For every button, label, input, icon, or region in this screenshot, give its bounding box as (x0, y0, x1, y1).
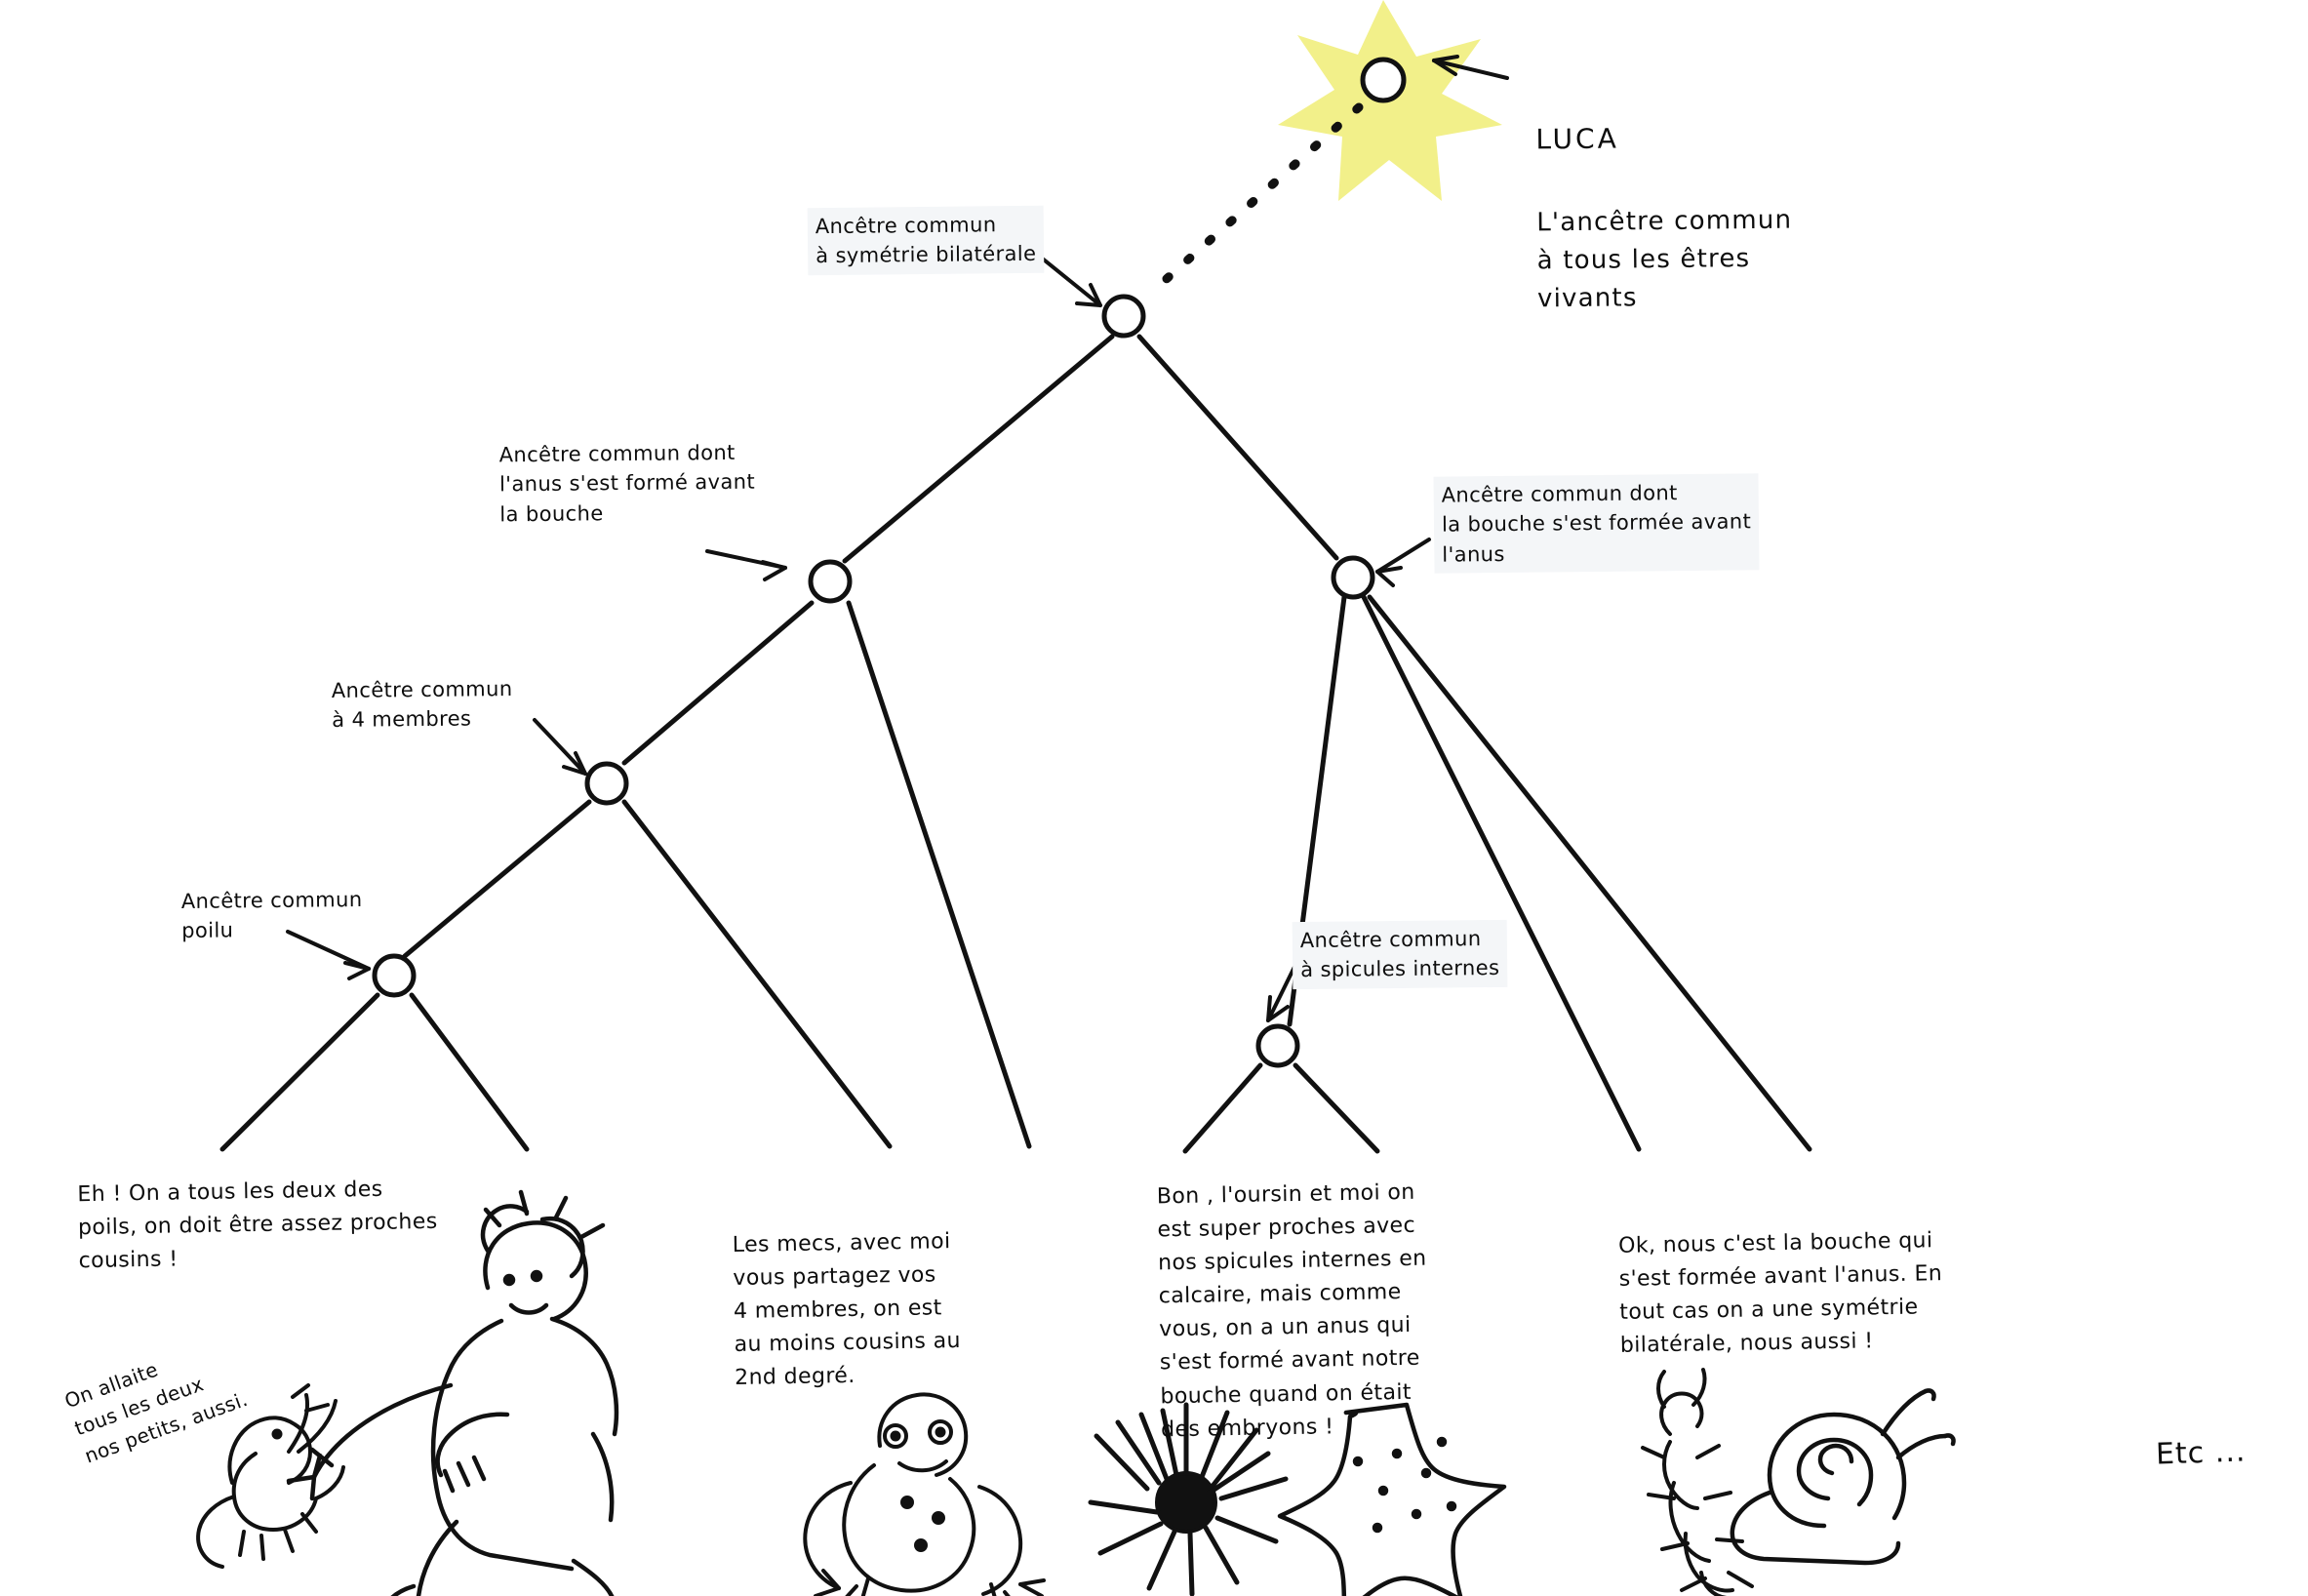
speech-mouse-human: Eh ! On a tous les deux des poils, on doit être assez proches cousins ! (77, 1177, 438, 1274)
tree-branches (222, 337, 1810, 1151)
node-spicules (1258, 1026, 1297, 1065)
insect-drawing (1643, 1370, 1752, 1596)
node-anus-first (811, 562, 850, 601)
node-mouth-first (1333, 558, 1373, 597)
annotation-hair: Ancêtre commun poilu (180, 888, 363, 943)
luca-title: LUCA (1535, 122, 1619, 156)
annotation-spicules: Ancêtre commun à spicules internes (1293, 920, 1508, 989)
speech-frog: Les mecs, avec moi vous partagez vos 4 membres, on est au moins cousins au 2nd degré. (732, 1229, 962, 1391)
speech-mouse-small: On allaite tous les deux nos petits, aussi. (60, 1357, 252, 1468)
branch-luca-bilateral (1151, 107, 1359, 293)
annotation-four-limbs: Ancêtre commun à 4 membres (331, 677, 513, 733)
luca-text: L'ancêtre commun à tous les êtres vivants (1536, 205, 1793, 314)
node-bilateral (1104, 297, 1143, 336)
snail-drawing (1732, 1390, 1954, 1563)
arrow-to-four-limbs (535, 720, 585, 774)
annotation-anus-first: Ancêtre commun dont l'anus s'est formé avant la bouche (498, 440, 756, 527)
node-hair (375, 956, 414, 995)
annotation-bilateral: Ancêtre commun à symétrie bilatérale (808, 206, 1045, 275)
annotation-arrows (288, 57, 1507, 1020)
frog-drawing (805, 1394, 1044, 1596)
etc-label: Etc ... (2155, 1434, 2247, 1472)
annotation-luca (1535, 79, 1793, 319)
arrow-to-mouth-first (1377, 539, 1429, 572)
speech-insect-snail: Ok, nous c'est la bouche qui s'est formée avant l'anus. En tout cas on a une symétrie bilatérale, nous aussi ! (1617, 1228, 1943, 1359)
node-four-limbs (587, 764, 626, 803)
speech-urchin-star: Bon , l'oursin et moi on est super proches avec nos spicules internes en calcaire, mais comme vous, on a un anus qui s'est formé avant notre bouche quand on était des embryons ! (1156, 1179, 1427, 1443)
annotation-mouth-first: Ancêtre commun dont la bouche s'est formée avant l'anus (1433, 473, 1759, 574)
node-luca (1363, 60, 1404, 100)
